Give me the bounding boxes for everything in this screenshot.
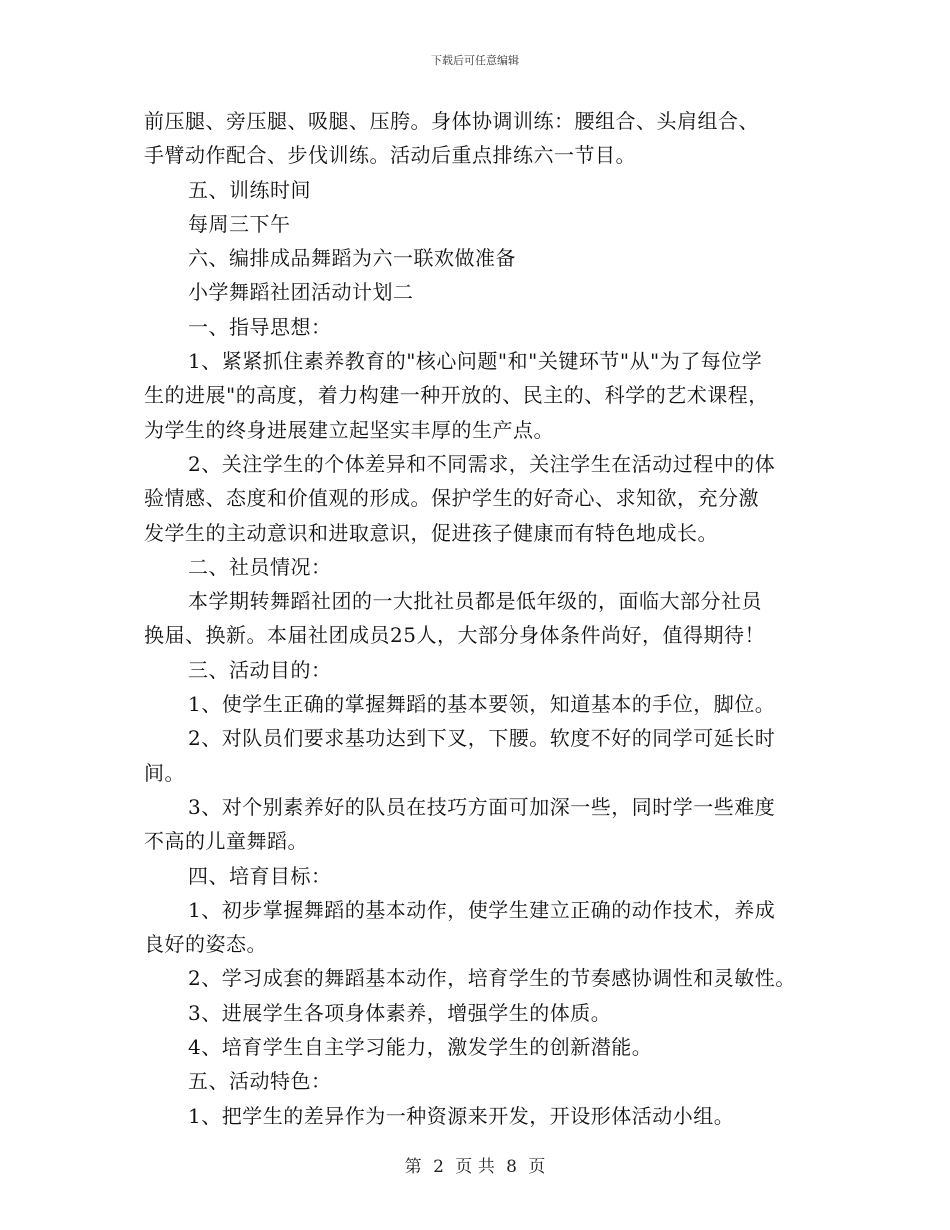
text-line: 每周三下午 (188, 211, 291, 236)
text-line: 间。 (144, 760, 185, 785)
text-line: 良好的姿态。 (144, 932, 267, 957)
text-line: 六、编排成品舞蹈为六一联欢做准备 (188, 246, 516, 271)
text-line: 不高的儿童舞蹈。 (144, 829, 308, 854)
footer-prefix: 第 (404, 1157, 422, 1177)
text-line: 手臂动作配合、步伐训练。活动后重点排练六一节目。 (144, 143, 636, 168)
text-line: 1、使学生正确的掌握舞蹈的基本要领，知道基本的手位，脚位。 (188, 692, 776, 717)
text-line: 1、初步掌握舞蹈的基本动作，使学生建立正确的动作技术，养成 (188, 897, 776, 922)
text-line: 3、进展学生各项身体素养，增强学生的体质。 (188, 1000, 612, 1025)
document-body (144, 104, 824, 1133)
text-line: 4、培育学生自主学习能力，激发学生的创新潜能。 (188, 1035, 653, 1060)
footer-suffix: 页 (528, 1157, 546, 1177)
text-line: 为学生的终身进展建立起坚实丰厚的生产点。 (144, 417, 554, 442)
text-line: 换届、换新。本届社团成员25人，大部分身体条件尚好，值得期待！ (144, 623, 765, 648)
text-line: 1、紧紧抓住素养教育的"核心问题"和"关键环节"从"为了每位学 (188, 349, 763, 374)
text-line: 小学舞蹈社团活动计划二 (188, 280, 414, 305)
text-line: 一、指导思想： (188, 314, 332, 339)
text-line: 本学期转舞蹈社团的一大批社员都是低年级的，面临大部分社员 (188, 589, 762, 614)
footer-total-pages: 8 (506, 1157, 517, 1177)
text-line: 1、把学生的差异作为一种资源来开发，开设形体活动小组。 (188, 1103, 735, 1128)
text-line: 五、训练时间 (188, 177, 311, 202)
page-header-note: 下载后可任意编辑 (431, 54, 519, 67)
page-footer (0, 1152, 950, 1177)
footer-page-number: 2 (433, 1157, 444, 1177)
text-line: 3、对个别素养好的队员在技巧方面可加深一些，同时学一些难度 (188, 794, 776, 819)
footer-middle: 页 共 (455, 1157, 495, 1177)
text-line: 2、对队员们要求基功达到下叉，下腰。软度不好的同学可延长时 (188, 726, 776, 751)
text-line: 生的进展"的高度，着力构建一种开放的、民主的、科学的艺术课程， (144, 383, 769, 408)
text-line: 五、活动特色： (188, 1069, 332, 1094)
text-line: 四、培育目标： (188, 863, 332, 888)
text-line: 验情感、态度和价值观的形成。保护学生的好奇心、求知欲，充分激 (144, 486, 759, 511)
text-line: 前压腿、旁压腿、吸腿、压胯。身体协调训练：腰组合、头肩组合、 (144, 109, 759, 133)
text-line: 三、活动目的： (188, 657, 332, 682)
text-line: 二、社员情况： (188, 554, 332, 579)
text-line: 2、学习成套的舞蹈基本动作，培育学生的节奏感协调性和灵敏性。 (188, 966, 796, 991)
text-line: 发学生的主动意识和进取意识，促进孩子健康而有特色地成长。 (144, 520, 718, 545)
text-line: 2、关注学生的个体差异和不同需求，关注学生在活动过程中的体 (188, 451, 776, 476)
